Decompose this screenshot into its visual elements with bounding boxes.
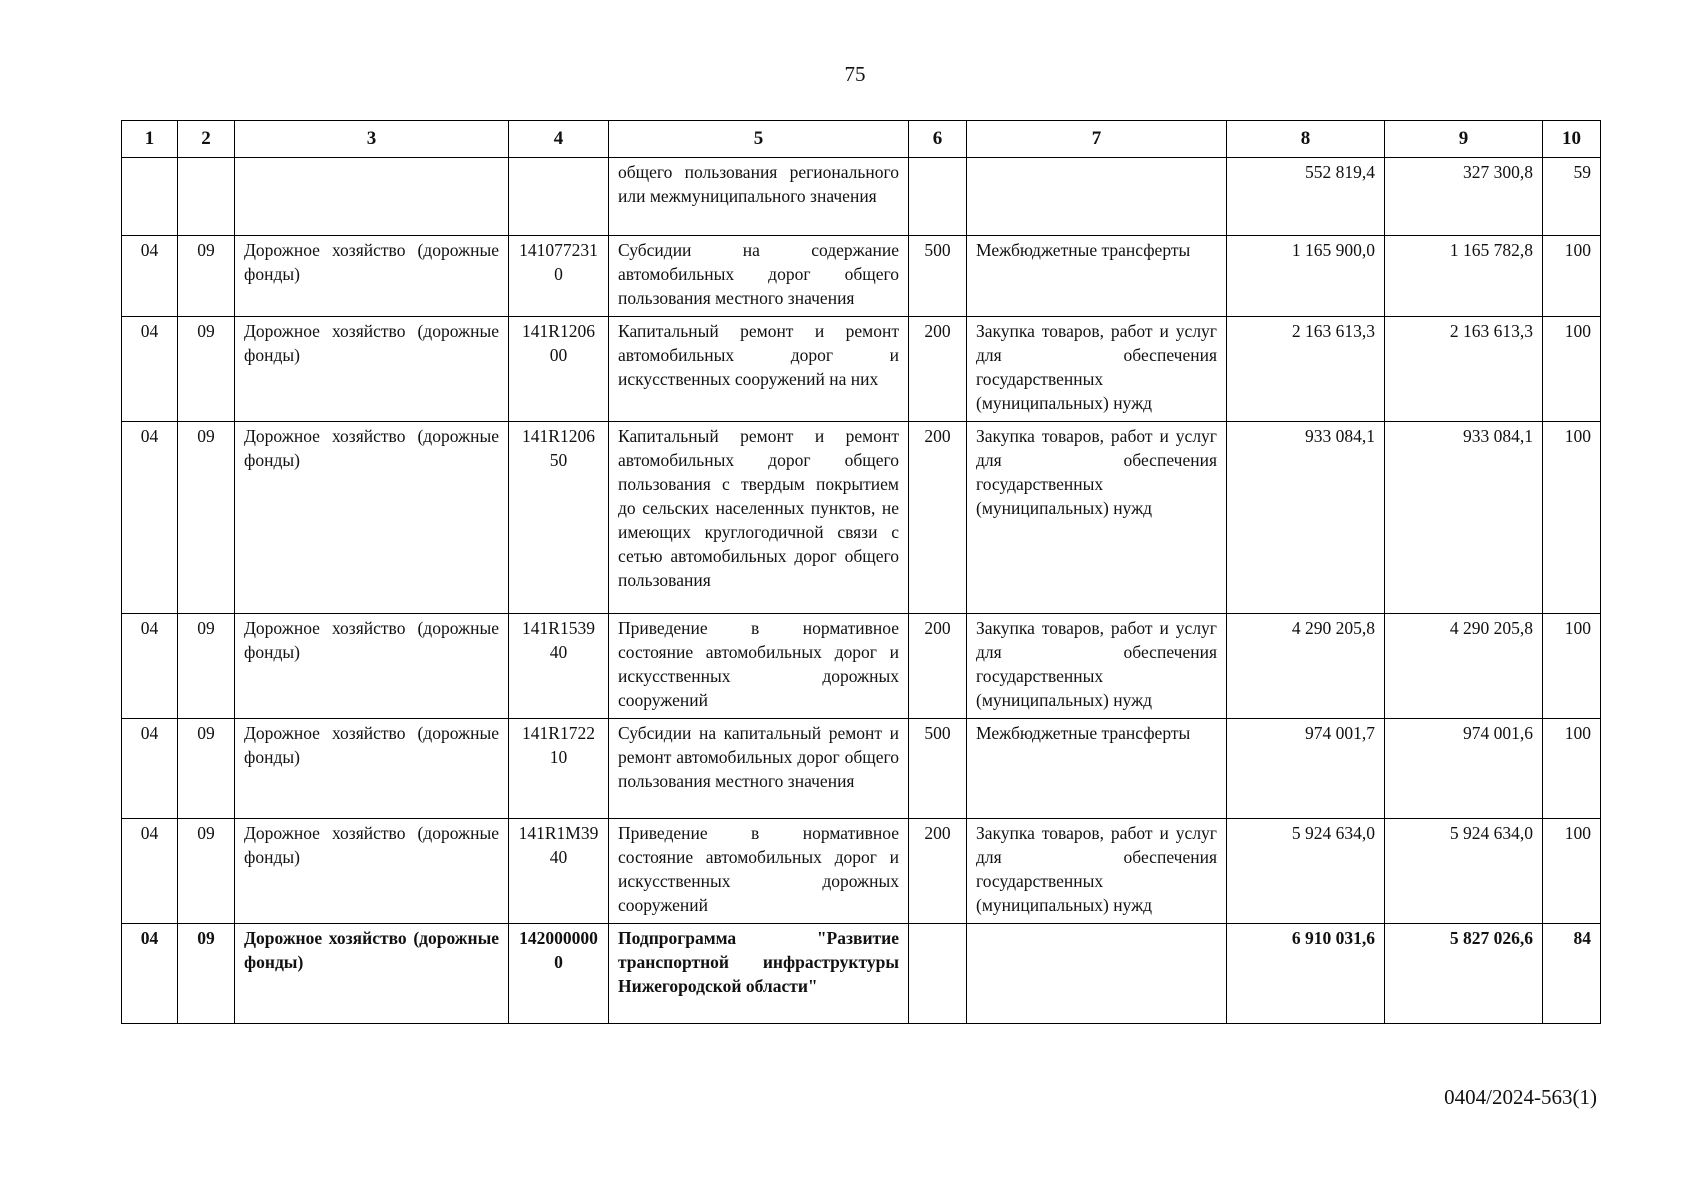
cell-section: 04 <box>122 924 178 1024</box>
cell-section-name: Дорожное хозяйство (дорожные фонды) <box>235 614 509 719</box>
cell-expense-type: 200 <box>909 317 967 422</box>
cell-subsection: 09 <box>178 317 235 422</box>
table-row <box>122 719 1601 819</box>
cell-expense-name: Закупка товаров, работ и услуг для обеспечения государственных (муниципальных) нужд <box>967 317 1227 422</box>
cell-planned-amount: 974 001,7 <box>1227 719 1385 819</box>
cell-actual-amount: 1 165 782,8 <box>1385 236 1543 317</box>
table-body <box>122 158 1601 1024</box>
table-row <box>122 422 1601 614</box>
cell-planned-amount: 1 165 900,0 <box>1227 236 1385 317</box>
cell-planned-amount: 6 910 031,6 <box>1227 924 1385 1024</box>
cell-section-name: Дорожное хозяйство (дорожные фонды) <box>235 924 509 1024</box>
cell-expense-type: 500 <box>909 719 967 819</box>
cell-percent: 100 <box>1543 719 1601 819</box>
cell-section: 04 <box>122 236 178 317</box>
cell-target-code: 141R1M3940 <box>509 819 609 924</box>
cell-section: 04 <box>122 317 178 422</box>
cell-subsection: 09 <box>178 422 235 614</box>
cell-section-name: Дорожное хозяйство (дорожные фонды) <box>235 317 509 422</box>
cell-section: 04 <box>122 819 178 924</box>
cell-planned-amount: 933 084,1 <box>1227 422 1385 614</box>
cell-expense-name: Межбюджетные трансферты <box>967 236 1227 317</box>
cell-description: Капитальный ремонт и ремонт автомобильных дорог общего пользования с твердым покрытием до сельских населенных пунктов, не имеющих круглогодичной связи с сетью автомобильных дорог общего пользования <box>609 422 909 614</box>
cell-subsection <box>178 158 235 236</box>
cell-subsection: 09 <box>178 924 235 1024</box>
cell-description: Капитальный ремонт и ремонт автомобильных дорог и искусственных сооружений на них <box>609 317 909 422</box>
cell-section-name: Дорожное хозяйство (дорожные фонды) <box>235 719 509 819</box>
column-header: 9 <box>1385 121 1543 158</box>
cell-description: Приведение в нормативное состояние автомобильных дорог и искусственных дорожных сооружений <box>609 819 909 924</box>
column-header: 10 <box>1543 121 1601 158</box>
cell-subsection: 09 <box>178 236 235 317</box>
table-header-row <box>122 121 1601 158</box>
column-header: 6 <box>909 121 967 158</box>
cell-section-name: Дорожное хозяйство (дорожные фонды) <box>235 819 509 924</box>
cell-expense-type: 200 <box>909 819 967 924</box>
cell-percent: 100 <box>1543 819 1601 924</box>
cell-target-code: 141R172210 <box>509 719 609 819</box>
cell-section: 04 <box>122 719 178 819</box>
cell-actual-amount: 5 924 634,0 <box>1385 819 1543 924</box>
cell-percent: 100 <box>1543 614 1601 719</box>
cell-expense-name: Закупка товаров, работ и услуг для обеспечения государственных (муниципальных) нужд <box>967 422 1227 614</box>
cell-expense-type <box>909 924 967 1024</box>
cell-subsection: 09 <box>178 719 235 819</box>
column-header: 7 <box>967 121 1227 158</box>
cell-target-code: 1420000000 <box>509 924 609 1024</box>
cell-percent: 100 <box>1543 317 1601 422</box>
cell-expense-type: 200 <box>909 614 967 719</box>
cell-actual-amount: 5 827 026,6 <box>1385 924 1543 1024</box>
cell-expense-type: 200 <box>909 422 967 614</box>
cell-subsection: 09 <box>178 819 235 924</box>
cell-target-code: 1410772310 <box>509 236 609 317</box>
cell-section: 04 <box>122 614 178 719</box>
cell-expense-type: 500 <box>909 236 967 317</box>
table-row <box>122 614 1601 719</box>
cell-expense-name: Закупка товаров, работ и услуг для обеспечения государственных (муниципальных) нужд <box>967 614 1227 719</box>
cell-actual-amount: 4 290 205,8 <box>1385 614 1543 719</box>
cell-expense-name <box>967 924 1227 1024</box>
cell-actual-amount: 327 300,8 <box>1385 158 1543 236</box>
cell-target-code <box>509 158 609 236</box>
column-header: 1 <box>122 121 178 158</box>
table-row <box>122 236 1601 317</box>
column-header: 2 <box>178 121 235 158</box>
cell-section-name: Дорожное хозяйство (дорожные фонды) <box>235 422 509 614</box>
cell-expense-name: Межбюджетные трансферты <box>967 719 1227 819</box>
budget-table <box>121 120 1601 1024</box>
cell-percent: 59 <box>1543 158 1601 236</box>
cell-section-name: Дорожное хозяйство (дорожные фонды) <box>235 236 509 317</box>
cell-actual-amount: 974 001,6 <box>1385 719 1543 819</box>
cell-section: 04 <box>122 422 178 614</box>
cell-expense-name <box>967 158 1227 236</box>
table-row <box>122 317 1601 422</box>
cell-subsection: 09 <box>178 614 235 719</box>
column-header: 3 <box>235 121 509 158</box>
cell-planned-amount: 4 290 205,8 <box>1227 614 1385 719</box>
cell-target-code: 141R120650 <box>509 422 609 614</box>
column-header: 5 <box>609 121 909 158</box>
cell-target-code: 141R120600 <box>509 317 609 422</box>
table-row <box>122 158 1601 236</box>
cell-description: Приведение в нормативное состояние автомобильных дорог и искусственных дорожных сооружений <box>609 614 909 719</box>
cell-description: общего пользования регионального или межмуниципального значения <box>609 158 909 236</box>
cell-planned-amount: 2 163 613,3 <box>1227 317 1385 422</box>
cell-section-name <box>235 158 509 236</box>
cell-percent: 100 <box>1543 422 1601 614</box>
cell-actual-amount: 2 163 613,3 <box>1385 317 1543 422</box>
cell-planned-amount: 552 819,4 <box>1227 158 1385 236</box>
cell-expense-type <box>909 158 967 236</box>
table-row <box>122 924 1601 1024</box>
column-header: 8 <box>1227 121 1385 158</box>
cell-expense-name: Закупка товаров, работ и услуг для обеспечения государственных (муниципальных) нужд <box>967 819 1227 924</box>
cell-planned-amount: 5 924 634,0 <box>1227 819 1385 924</box>
cell-description: Подпрограмма "Развитие транспортной инфраструктуры Нижегородской области" <box>609 924 909 1024</box>
page-number: 75 <box>844 62 866 86</box>
cell-description: Субсидии на капитальный ремонт и ремонт автомобильных дорог общего пользования местного значения <box>609 719 909 819</box>
cell-percent: 100 <box>1543 236 1601 317</box>
column-header: 4 <box>509 121 609 158</box>
document-number: 0404/2024-563(1) <box>1444 1085 1597 1109</box>
cell-section <box>122 158 178 236</box>
cell-description: Субсидии на содержание автомобильных дорог общего пользования местного значения <box>609 236 909 317</box>
table-row <box>122 819 1601 924</box>
cell-target-code: 141R153940 <box>509 614 609 719</box>
cell-actual-amount: 933 084,1 <box>1385 422 1543 614</box>
cell-percent: 84 <box>1543 924 1601 1024</box>
